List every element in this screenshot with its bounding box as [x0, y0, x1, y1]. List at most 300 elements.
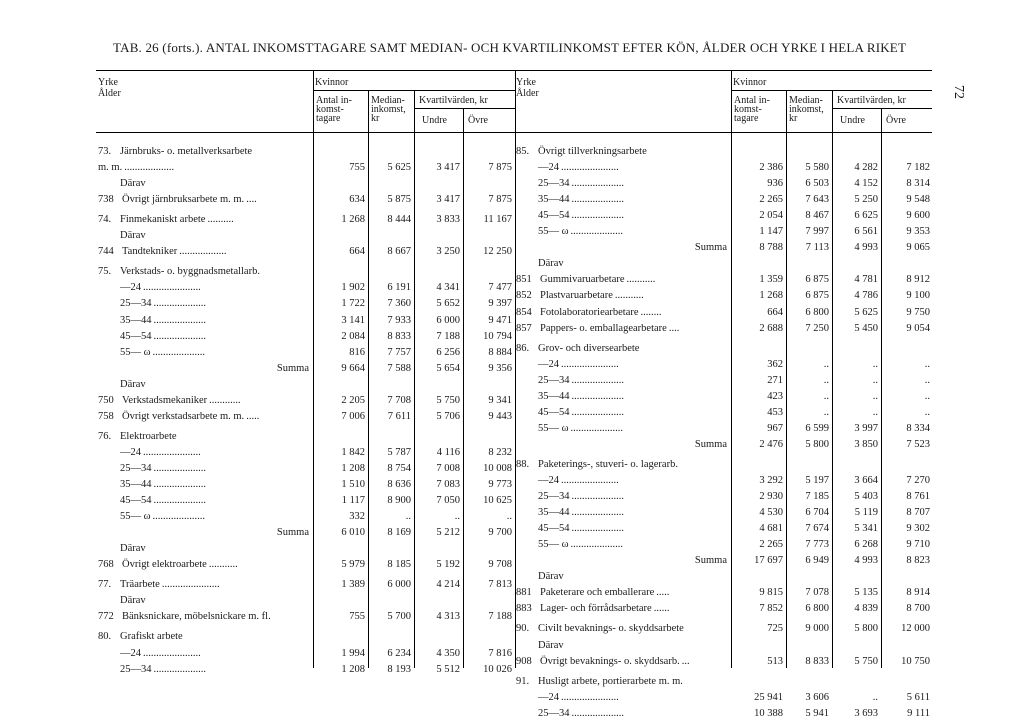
row-text: Plastvaruarbetare — [540, 290, 613, 301]
group-row — [514, 674, 932, 690]
table-row — [96, 509, 515, 525]
row-text: Fotolaboratoriearbetare — [540, 307, 639, 318]
row-label — [98, 409, 259, 425]
row-label — [516, 457, 678, 473]
leader-dots: .................... — [153, 664, 206, 675]
median-value: 8 900 — [387, 495, 411, 506]
row-text: Därav — [538, 258, 564, 269]
median-value: 6 949 — [805, 555, 829, 566]
row-text: 25—34 — [538, 491, 570, 502]
undre-value: 6 256 — [436, 347, 460, 358]
antal-value: 2 205 — [341, 395, 365, 406]
antal-value: 332 — [349, 511, 365, 522]
undre-value: 5 135 — [854, 587, 878, 598]
row-label — [516, 144, 647, 160]
antal-value: 634 — [349, 194, 365, 205]
summa-row — [514, 240, 932, 256]
darav-label — [96, 593, 515, 609]
table-row — [514, 690, 932, 706]
table-row — [514, 654, 932, 670]
table-row — [514, 473, 932, 489]
antal-value: 755 — [349, 162, 365, 173]
row-label — [538, 192, 624, 208]
undre-value: 4 839 — [854, 603, 878, 614]
median-value: 6 191 — [387, 282, 411, 293]
ovre-value: .. — [924, 359, 930, 370]
row-code: 881 — [516, 587, 532, 598]
ovre-value: .. — [924, 407, 930, 418]
row-label — [516, 321, 679, 337]
antal-value: 1 389 — [341, 579, 365, 590]
ovre-value: 9 302 — [906, 523, 930, 534]
antal-value: 2 688 — [759, 323, 783, 334]
row-label — [538, 489, 624, 505]
row-code: 852 — [516, 290, 532, 301]
antal-value: 9 664 — [341, 363, 365, 374]
ovre-value: 10 026 — [483, 664, 512, 675]
antal-value: 8 788 — [759, 242, 783, 253]
row-code: 76. — [98, 431, 112, 442]
antal-value: 513 — [767, 656, 783, 667]
undre-value: 5 512 — [436, 664, 460, 675]
group-row — [96, 144, 515, 160]
group-row — [514, 341, 932, 357]
table-row — [514, 272, 932, 288]
header-alder: Ålder — [98, 88, 121, 99]
undre-value: 4 214 — [436, 579, 460, 590]
row-code: 750 — [98, 395, 114, 406]
row-code: 883 — [516, 603, 532, 614]
median-value: 6 875 — [805, 274, 829, 285]
ovre-value: 9 065 — [906, 242, 930, 253]
row-text: Pappers- o. emballagearbetare — [540, 323, 667, 334]
leader-dots: ........... — [614, 290, 644, 301]
row-label — [98, 264, 260, 280]
row-text: Tandtekniker — [122, 246, 178, 257]
median-value: 8 754 — [387, 463, 411, 474]
table-row — [514, 321, 932, 337]
undre-value: 5 250 — [854, 194, 878, 205]
leader-dots: .... — [668, 323, 680, 334]
median-value: 6 234 — [387, 648, 411, 659]
leader-dots: .................... — [571, 507, 624, 518]
row-label — [516, 621, 684, 637]
ovre-value: 9 054 — [906, 323, 930, 334]
table-row — [514, 421, 932, 437]
row-text: Verkstadsmekaniker — [122, 395, 208, 406]
row-text: 55— ω — [120, 347, 151, 358]
row-text: —24 — [538, 475, 559, 486]
header-median-line: inkomst, — [371, 104, 406, 115]
row-text: m. m. — [98, 162, 123, 173]
undre-value: 3 850 — [854, 439, 878, 450]
undre-value: 5 750 — [436, 395, 460, 406]
row-text: —24 — [120, 447, 141, 458]
undre-value: 4 116 — [436, 447, 460, 458]
row-text: Övrigt elektroarbete — [122, 559, 207, 570]
ovre-value: .. — [506, 511, 512, 522]
table-row — [96, 329, 515, 345]
antal-value: 1 510 — [341, 479, 365, 490]
undre-value: 4 786 — [854, 290, 878, 301]
row-label — [120, 493, 206, 509]
table-row — [514, 537, 932, 553]
ovre-value: 9 600 — [906, 210, 930, 221]
header-kvartil: Kvartilvärden, kr — [837, 95, 906, 106]
row-label — [120, 377, 146, 393]
antal-value: 1 268 — [341, 214, 365, 225]
undre-value: 7 083 — [436, 479, 460, 490]
row-text: Husligt arbete, portierarbete m. m. — [538, 676, 683, 687]
ovre-value: 10 625 — [483, 495, 512, 506]
median-value: 7 757 — [387, 347, 411, 358]
row-label — [538, 706, 624, 722]
leader-dots: ...................... — [561, 692, 619, 703]
antal-value: 1 117 — [341, 495, 365, 506]
row-text: 25—34 — [120, 298, 152, 309]
row-label — [538, 357, 619, 373]
row-label — [538, 256, 564, 272]
median-value: .. — [405, 511, 411, 522]
median-value: 6 599 — [805, 423, 829, 434]
undre-value: 5 192 — [436, 559, 460, 570]
antal-value: 5 979 — [341, 559, 365, 570]
leader-dots: ..... — [246, 411, 260, 422]
row-code: 772 — [98, 611, 114, 622]
leader-dots: ... — [681, 656, 690, 667]
median-value: 7 588 — [387, 363, 411, 374]
table-row — [96, 296, 515, 312]
row-text: 35—44 — [538, 391, 570, 402]
header-antal-line: Antal in- — [734, 95, 770, 106]
header-kvinnor: Kvinnor — [733, 77, 767, 88]
table-row — [514, 601, 932, 617]
undre-value: 4 282 — [854, 162, 878, 173]
undre-value: 6 625 — [854, 210, 878, 221]
row-label — [120, 280, 201, 296]
leader-dots: .......... — [207, 214, 234, 225]
leader-dots: ...................... — [561, 475, 619, 486]
table-row — [96, 345, 515, 361]
leader-dots: ...................... — [561, 359, 619, 370]
leader-dots: .................... — [153, 315, 206, 326]
antal-value: 4 530 — [759, 507, 783, 518]
table-row — [96, 662, 515, 678]
row-label — [98, 629, 183, 645]
table-row — [514, 288, 932, 304]
undre-value: 3 250 — [436, 246, 460, 257]
ovre-value: 11 167 — [483, 214, 512, 225]
row-text: Elektroarbete — [120, 431, 177, 442]
undre-value: 5 706 — [436, 411, 460, 422]
row-label — [120, 541, 146, 557]
row-text: 45—54 — [538, 523, 570, 534]
leader-dots: .................. — [179, 246, 227, 257]
median-value: 7 185 — [805, 491, 829, 502]
group-row — [96, 264, 515, 280]
median-value: 7 997 — [805, 226, 829, 237]
leader-dots: .................... — [152, 347, 206, 358]
leader-dots: .................... — [153, 463, 206, 474]
row-text: Övrigt verkstadsarbete m. m. — [122, 411, 245, 422]
summa-row — [96, 525, 515, 541]
page-number: 72 — [951, 85, 966, 99]
antal-value: 4 681 — [759, 523, 783, 534]
antal-value: 755 — [349, 611, 365, 622]
leader-dots: ...... — [653, 603, 670, 614]
antal-value: 17 697 — [754, 555, 783, 566]
undre-value: .. — [872, 359, 878, 370]
leader-dots: .................... — [571, 708, 624, 719]
median-value: 7 933 — [387, 315, 411, 326]
table-row — [514, 192, 932, 208]
undre-value: 5 652 — [436, 298, 460, 309]
ovre-value: 9 356 — [488, 363, 512, 374]
row-text: 55— ω — [538, 539, 569, 550]
ovre-value: 10 794 — [483, 331, 512, 342]
undre-value: .. — [872, 407, 878, 418]
leader-dots: ................... — [124, 162, 175, 173]
antal-value: 2 084 — [341, 331, 365, 342]
header-median-line: Median- — [371, 95, 405, 106]
undre-value: 5 625 — [854, 307, 878, 318]
ovre-value: 7 182 — [906, 162, 930, 173]
table-row — [514, 505, 932, 521]
row-text: 45—54 — [538, 407, 570, 418]
median-value: 7 674 — [805, 523, 829, 534]
ovre-value: .. — [924, 375, 930, 386]
row-label — [98, 192, 257, 208]
antal-value: 664 — [767, 307, 783, 318]
group-row — [96, 212, 515, 228]
row-label — [538, 176, 624, 192]
row-label — [98, 609, 271, 625]
antal-value: 1 208 — [341, 463, 365, 474]
darav-label — [514, 256, 932, 272]
summa-row — [514, 437, 932, 453]
antal-value: 3 292 — [759, 475, 783, 486]
leader-dots: .................... — [571, 210, 624, 221]
darav-label — [96, 541, 515, 557]
antal-value: 1 208 — [341, 664, 365, 675]
leader-dots: ...................... — [143, 282, 201, 293]
leader-dots: ...................... — [161, 579, 220, 590]
antal-value: 2 386 — [759, 162, 783, 173]
leader-dots: .................... — [153, 298, 206, 309]
table-row — [514, 305, 932, 321]
row-label — [98, 557, 238, 573]
antal-value: 453 — [767, 407, 783, 418]
antal-value: 10 388 — [754, 708, 783, 719]
antal-value: 1 902 — [341, 282, 365, 293]
header-kvartil: Kvartilvärden, kr — [419, 95, 488, 106]
row-text: 25—34 — [538, 708, 570, 719]
leader-dots: ........... — [208, 559, 238, 570]
row-code: 90. — [516, 623, 530, 634]
table-row — [514, 389, 932, 405]
darav-label — [514, 569, 932, 585]
row-label — [516, 654, 690, 670]
antal-value: 2 930 — [759, 491, 783, 502]
median-value: 6 000 — [387, 579, 411, 590]
row-text: Därav — [538, 640, 564, 651]
darav-label — [96, 228, 515, 244]
ovre-value: 9 710 — [906, 539, 930, 550]
undre-value: 3 417 — [436, 194, 460, 205]
row-code: 77. — [98, 579, 112, 590]
table-row — [96, 646, 515, 662]
table-row — [514, 521, 932, 537]
undre-value: 7 008 — [436, 463, 460, 474]
row-text: Gummivaruarbetare — [540, 274, 625, 285]
antal-value: 936 — [767, 178, 783, 189]
antal-value: 2 265 — [759, 194, 783, 205]
ovre-value: 10 750 — [901, 656, 930, 667]
header-ovre: Övre — [886, 115, 906, 126]
ovre-value: 7 270 — [906, 475, 930, 486]
median-value: 8 467 — [805, 210, 829, 221]
row-label — [98, 212, 234, 228]
row-label — [538, 373, 624, 389]
antal-value: 725 — [767, 623, 783, 634]
ovre-value: 8 334 — [906, 423, 930, 434]
median-value: .. — [823, 375, 829, 386]
header-median-line: kr — [371, 113, 380, 124]
ovre-value: 8 823 — [906, 555, 930, 566]
median-value: 8 667 — [387, 246, 411, 257]
undre-value: 5 800 — [854, 623, 878, 634]
leader-dots: .................... — [571, 194, 624, 205]
leader-dots: .................... — [571, 407, 624, 418]
table-row — [514, 224, 932, 240]
undre-value: 7 188 — [436, 331, 460, 342]
antal-value: 6 010 — [341, 527, 365, 538]
table-row — [514, 585, 932, 601]
header-median-line: Median- — [789, 95, 823, 106]
median-value: 6 800 — [805, 307, 829, 318]
row-label — [98, 429, 177, 445]
table-row — [96, 393, 515, 409]
row-code: 88. — [516, 459, 530, 470]
undre-value: 4 341 — [436, 282, 460, 293]
header-kvinnor: Kvinnor — [315, 77, 349, 88]
row-text: Övrigt bevaknings- o. skyddsarb. — [540, 656, 680, 667]
table-row — [96, 409, 515, 425]
leader-dots: .................... — [571, 375, 624, 386]
row-label — [98, 160, 174, 176]
row-code: 908 — [516, 656, 532, 667]
ovre-value: 8 707 — [906, 507, 930, 518]
leader-dots: .................... — [570, 423, 624, 434]
header-top-rule — [96, 70, 515, 71]
table-row — [96, 461, 515, 477]
ovre-value: 8 914 — [906, 587, 930, 598]
median-value: 7 611 — [387, 411, 411, 422]
ovre-value: 9 111 — [907, 708, 930, 719]
median-value: 7 113 — [805, 242, 829, 253]
table-row — [96, 244, 515, 260]
row-code: 73. — [98, 146, 112, 157]
undre-value: 5 450 — [854, 323, 878, 334]
row-label — [538, 569, 564, 585]
row-text: Därav — [120, 543, 146, 554]
undre-value: 6 000 — [436, 315, 460, 326]
ovre-value: 9 397 — [488, 298, 512, 309]
row-code: 74. — [98, 214, 112, 225]
ovre-value: 9 353 — [906, 226, 930, 237]
header-alder: Ålder — [516, 88, 539, 99]
table-row — [514, 160, 932, 176]
row-code: 854 — [516, 307, 532, 318]
row-text: Civilt bevaknings- o. skyddsarbete — [538, 623, 684, 634]
row-label — [120, 593, 146, 609]
median-value: 5 941 — [805, 708, 829, 719]
antal-value: 2 476 — [759, 439, 783, 450]
row-label — [516, 288, 644, 304]
row-text: —24 — [538, 692, 559, 703]
ovre-value: 7 813 — [488, 579, 512, 590]
summa-row — [96, 361, 515, 377]
darav-label — [96, 176, 515, 192]
undre-value: 3 664 — [854, 475, 878, 486]
undre-value: 5 119 — [854, 507, 878, 518]
median-value: 5 580 — [805, 162, 829, 173]
median-value: 6 800 — [805, 603, 829, 614]
ovre-value: 8 314 — [906, 178, 930, 189]
row-text: 35—44 — [120, 479, 152, 490]
group-row — [514, 144, 932, 160]
group-row — [96, 429, 515, 445]
summa-label: Summa — [276, 527, 309, 538]
undre-value: 4 781 — [854, 274, 878, 285]
row-label — [538, 208, 624, 224]
header-antal-line: komst- — [316, 104, 344, 115]
median-value: 8 169 — [387, 527, 411, 538]
group-row — [514, 621, 932, 637]
undre-value: .. — [872, 692, 878, 703]
undre-value: 5 341 — [854, 523, 878, 534]
median-value: 5 787 — [387, 447, 411, 458]
ovre-value: 7 523 — [906, 439, 930, 450]
row-label — [98, 144, 252, 160]
antal-value: 3 141 — [341, 315, 365, 326]
table-row — [514, 357, 932, 373]
leader-dots: .................... — [571, 178, 624, 189]
row-text: Bänksnickare, möbelsnickare m. fl. — [122, 611, 271, 622]
row-label — [120, 228, 146, 244]
undre-value: 5 750 — [854, 656, 878, 667]
row-code: 738 — [98, 194, 114, 205]
ovre-value: 8 761 — [906, 491, 930, 502]
median-value: 8 833 — [387, 331, 411, 342]
row-code: 857 — [516, 323, 532, 334]
antal-value: 423 — [767, 391, 783, 402]
row-label — [538, 521, 624, 537]
row-label — [120, 509, 205, 525]
row-text: 25—34 — [120, 664, 152, 675]
undre-value: 5 403 — [854, 491, 878, 502]
row-label — [120, 313, 206, 329]
table-row — [96, 192, 515, 208]
header-bottom-rule — [96, 132, 515, 133]
ovre-value: 7 875 — [488, 162, 512, 173]
row-label — [516, 272, 655, 288]
row-code: 744 — [98, 246, 114, 257]
median-value: 6 704 — [805, 507, 829, 518]
antal-value: 2 265 — [759, 539, 783, 550]
row-text: 55— ω — [538, 423, 569, 434]
header-antal-line: tagare — [316, 113, 341, 124]
